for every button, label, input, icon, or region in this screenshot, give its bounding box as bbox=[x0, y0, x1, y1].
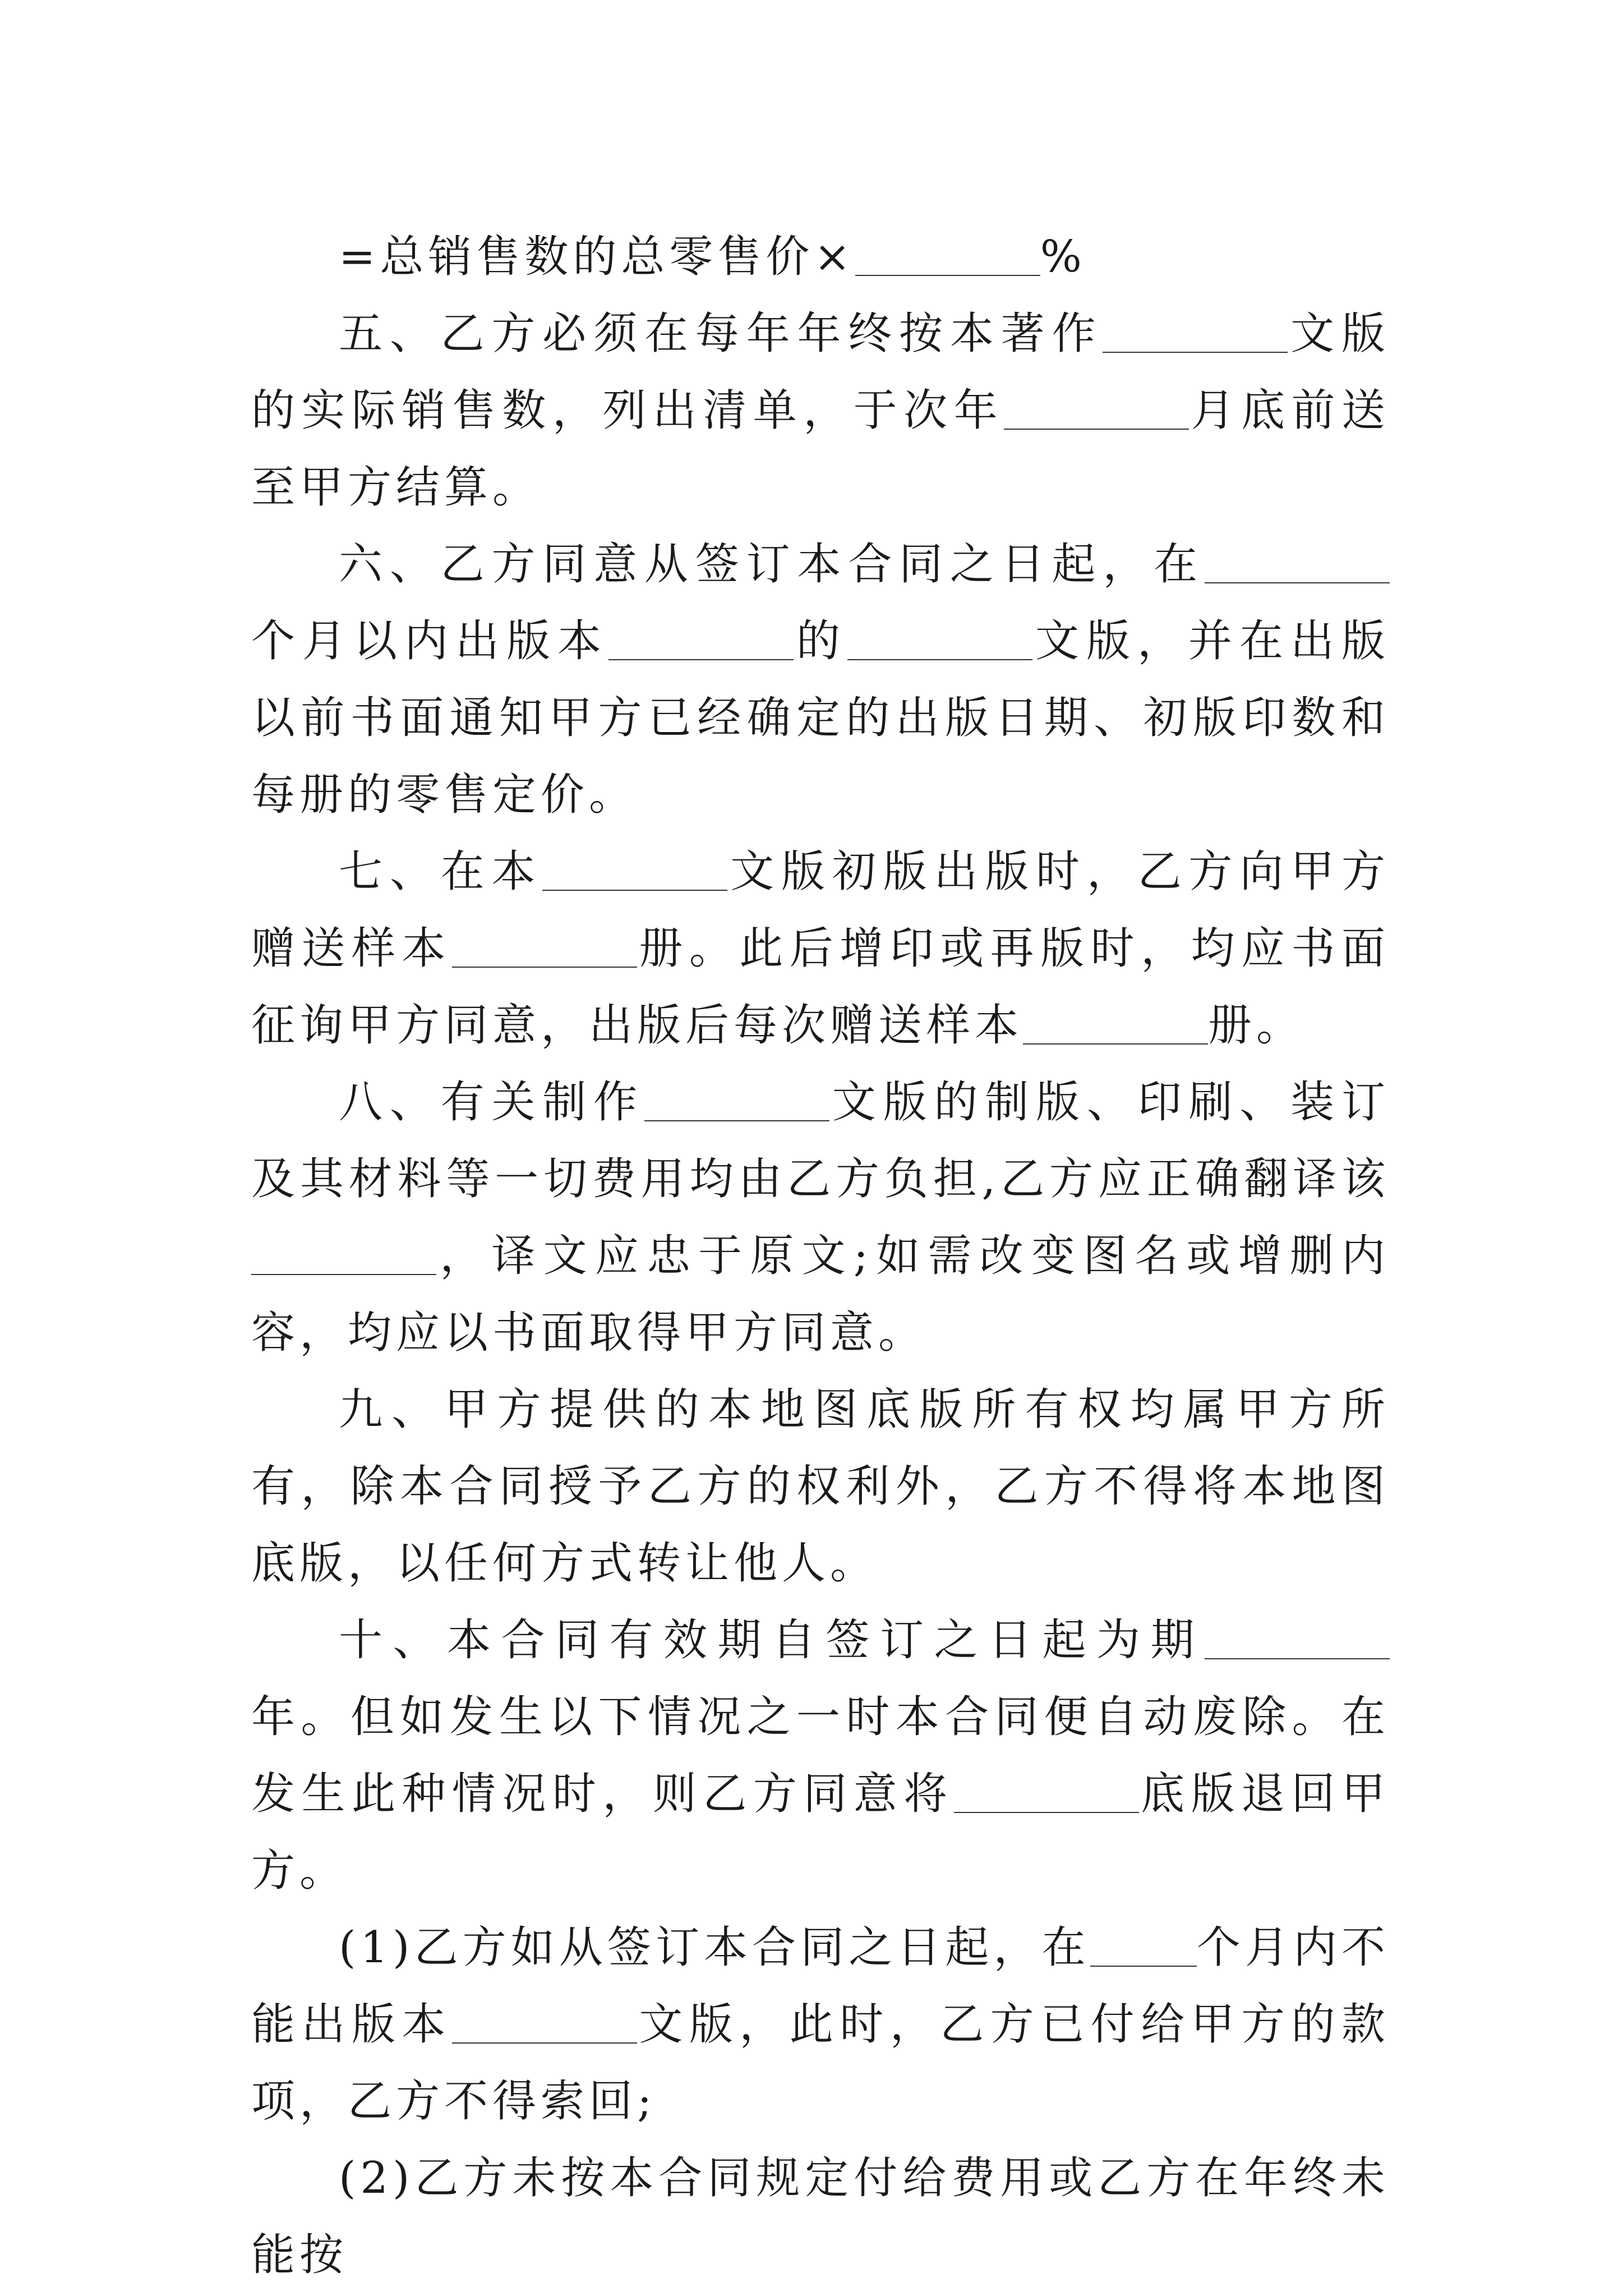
sample-count-blank bbox=[1023, 1004, 1208, 1045]
month-blank bbox=[1004, 389, 1189, 430]
clause-6-text-3: 的 bbox=[793, 616, 847, 666]
language-blank bbox=[644, 1081, 829, 1121]
clause-6 bbox=[251, 526, 1390, 834]
formula-paragraph bbox=[251, 219, 1390, 296]
language-blank bbox=[452, 2003, 637, 2044]
clause-8 bbox=[251, 1064, 1390, 1372]
clause-10-item-1 bbox=[251, 1910, 1390, 2140]
clause-9-text: 九、甲方提供的本地图底版所有权均属甲方所有，除本合同授予乙方的权利外，乙方不得将本地图底版，以任何方式转让他人。 bbox=[251, 1384, 1390, 1589]
clause-7 bbox=[251, 834, 1390, 1064]
clause-5 bbox=[251, 296, 1390, 526]
clause-6-text-1: 六、乙方同意从签订本合同之日起，在 bbox=[339, 539, 1205, 590]
clause-7-text-1: 七、在本 bbox=[339, 846, 543, 897]
work-title-blank bbox=[608, 620, 794, 660]
clause-10-text-2: 年。但如发生以下情况之一时本合同便自动废除。在发生此种情况时，则乙方同意将 bbox=[251, 1692, 1390, 1819]
percent-blank bbox=[855, 236, 1040, 276]
clause-10-item-1-text-1: (1)乙方如从签订本合同之日起，在 bbox=[339, 1922, 1090, 1973]
clause-10-item-1-text-3: 文版，此时，乙方已付给甲方的款项，乙方不得索回; bbox=[251, 1999, 1390, 2127]
months-count-blank bbox=[1205, 543, 1390, 583]
clause-10-item-2 bbox=[251, 2140, 1390, 2294]
clause-10-text-3: 底版退回甲方。 bbox=[251, 1769, 1390, 1896]
clause-5-text-3: 月底前送至甲方结算。 bbox=[251, 385, 1390, 513]
clause-10-item-1-text-2: 个月内不能出版本 bbox=[251, 1922, 1390, 2050]
language-blank bbox=[1103, 312, 1288, 353]
clause-10-text-1: 十、本合同有效期自签订之日起为期 bbox=[339, 1615, 1205, 1665]
years-blank bbox=[1205, 1619, 1390, 1659]
percent-sign: % bbox=[1040, 232, 1086, 282]
clause-6-text-4: 文版，并在出版以前书面通知甲方已经确定的出版日期、初版印数和每册的零售定价。 bbox=[251, 616, 1390, 820]
sample-count-blank bbox=[452, 927, 637, 968]
clause-7-text-4: 册。 bbox=[1208, 1000, 1305, 1051]
clause-8-text-2: 文版的制版、印刷、装订及其材料等一切费用均由乙方负担,乙方应正确翻译该 bbox=[251, 1077, 1390, 1204]
clause-5-text-1: 五、乙方必须在每年年终按本著作 bbox=[339, 309, 1103, 359]
language-blank bbox=[847, 620, 1032, 660]
plate-blank bbox=[954, 1773, 1139, 1813]
clause-10 bbox=[251, 1602, 1390, 1910]
clause-8-text-3: ，译文应忠于原文;如需改变图名或增删内容，均应以书面取得甲方同意。 bbox=[251, 1231, 1390, 1358]
clause-7-text-2: 文版初版出版时，乙方向甲方赠送样本 bbox=[251, 846, 1390, 974]
clause-6-text-2: 个月以内出版本 bbox=[251, 616, 608, 666]
work-title-blank bbox=[251, 1235, 436, 1275]
clause-7-text-3: 册。此后增印或再版时，均应书面征询甲方同意，出版后每次赠送样本 bbox=[251, 923, 1390, 1051]
language-blank bbox=[542, 850, 727, 891]
months-count-blank bbox=[1090, 1926, 1197, 1967]
clause-5-text-2: 文版的实际销售数，列出清单，于次年 bbox=[251, 309, 1390, 436]
clause-9 bbox=[251, 1372, 1390, 1602]
contract-body bbox=[251, 219, 1390, 2294]
formula-text: =总销售数的总零售价× bbox=[339, 232, 855, 282]
clause-8-text-1: 八、有关制作 bbox=[339, 1077, 644, 1128]
clause-10-item-2-text: (2)乙方未按本合同规定付给费用或乙方在年终未能按 bbox=[251, 2153, 1390, 2280]
